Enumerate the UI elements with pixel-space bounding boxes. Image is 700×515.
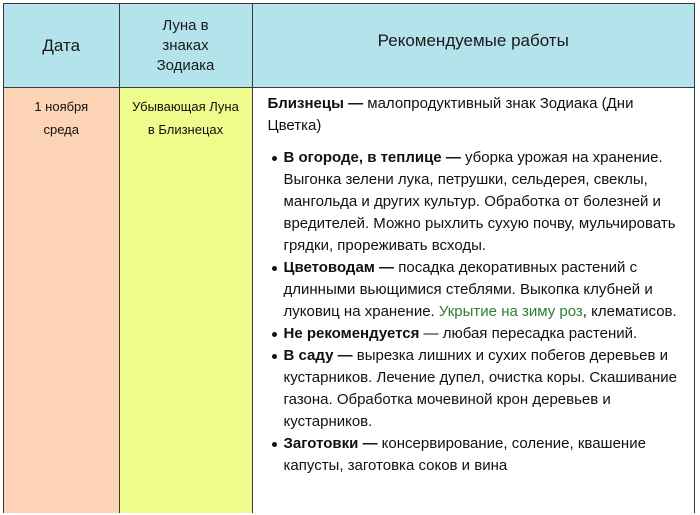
table-row bbox=[4, 88, 694, 514]
list-item bbox=[284, 257, 687, 323]
item-bold: В саду — bbox=[283, 347, 353, 364]
header-moon bbox=[119, 4, 252, 88]
list-item bbox=[284, 147, 687, 257]
list-item bbox=[284, 323, 687, 345]
header-work bbox=[252, 4, 694, 88]
item-bold: В огороде, в теплице — bbox=[283, 149, 461, 166]
roses-winter-cover-link[interactable]: Укрытие на зиму роз bbox=[438, 303, 583, 320]
item-text: — любая пересадка растений. bbox=[419, 325, 638, 342]
item-text: уборка урожая на хранение. Выгонка зелени лука, петрушки, сельдерея, свеклы, мангольда и других культур. Обработка от болезней и вредителей. Можно рыхлить сухую почву, мульчировать грядки, прореживать всходы. bbox=[283, 149, 676, 254]
cell-moon bbox=[119, 88, 252, 514]
date-line1: 1 ноября bbox=[34, 99, 89, 114]
header-date-label: Дата bbox=[42, 35, 81, 55]
cell-work bbox=[252, 88, 694, 514]
moon-line2: в Близнецах bbox=[147, 122, 224, 137]
intro-text: малопродуктивный знак Зодиака (Дни Цветка) bbox=[267, 95, 634, 134]
header-moon-line2: знаках bbox=[162, 36, 209, 54]
zodiac-intro bbox=[268, 93, 687, 137]
date-line2: среда bbox=[43, 122, 79, 137]
intro-bold: Близнецы — bbox=[267, 95, 364, 112]
header-work-label: Рекомендуемые работы bbox=[377, 31, 569, 50]
item-bold: Не рекомендуется bbox=[283, 325, 420, 342]
item-bold: Цветоводам — bbox=[283, 259, 395, 276]
item-bold: Заготовки — bbox=[283, 435, 378, 452]
header-date bbox=[4, 4, 119, 88]
cell-date bbox=[4, 88, 119, 514]
list-item bbox=[284, 433, 687, 477]
item-text: консервирование, соление, квашение капусты, заготовка соков и вина bbox=[283, 435, 646, 474]
header-moon-line1: Луна в bbox=[162, 16, 209, 34]
item-text: вырезка лишних и сухих побегов деревьев и кустарников. Лечение дупел, очистка коры. Скашивание газона. Обработка мочевиной крон деревьев и кустарников. bbox=[283, 347, 677, 430]
lunar-calendar-table bbox=[3, 3, 695, 513]
header-row bbox=[4, 4, 694, 88]
item-text: посадка декоративных растений с длинными вьющимися стеблями. Выкопка клубней и луковиц на хранение. bbox=[283, 259, 653, 320]
list-item bbox=[284, 345, 687, 433]
item-text-after: , клематисов. bbox=[582, 303, 677, 320]
work-list bbox=[268, 147, 687, 477]
header-moon-line3: Зодиака bbox=[156, 56, 215, 74]
moon-line1: Убывающая Луна bbox=[132, 99, 239, 114]
